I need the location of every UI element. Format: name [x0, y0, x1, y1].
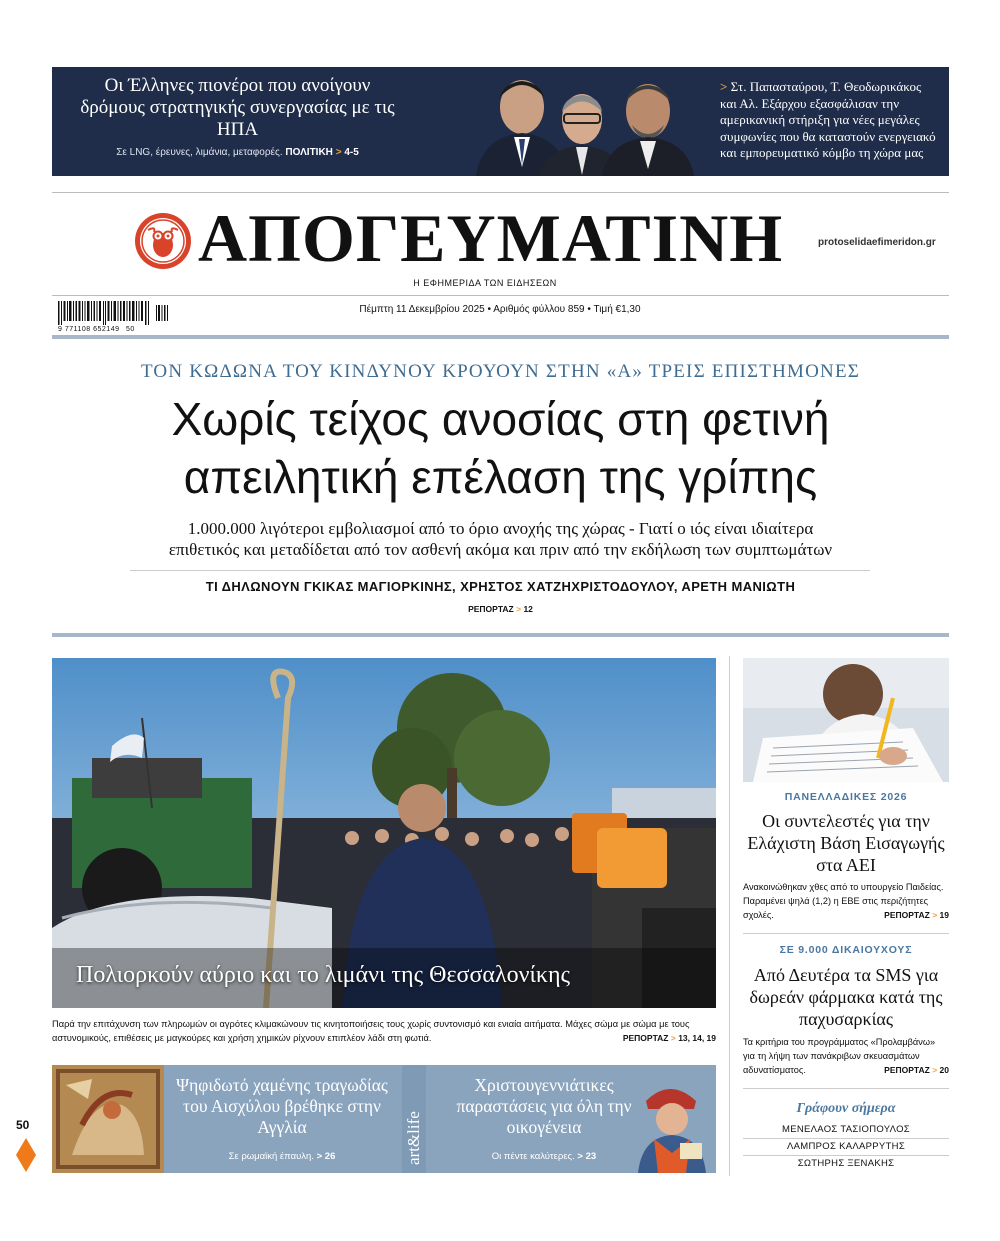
writer-name[interactable]: ΛΑΜΠΡΟΣ ΚΑΛΑΡΡΥΤΗΣ — [787, 1141, 905, 1152]
divider — [743, 933, 949, 934]
farmers-protest-photo[interactable] — [52, 658, 716, 1008]
arrow-icon: > — [316, 1151, 323, 1162]
writers-title: Γράφουν σήμερα — [796, 1101, 896, 1116]
arrow-icon: > — [516, 604, 522, 614]
watermark: protoselidaefimeridon.gr — [818, 237, 936, 248]
politicians-photo — [462, 67, 702, 176]
banner-section: ΠΟΛΙΤΙΚΗ — [285, 147, 333, 158]
newspaper-tagline: Η ΕΦΗΜΕΡΙΔΑ ΤΩΝ ΕΙΔΗΣΕΩΝ — [413, 278, 557, 288]
writer-name[interactable]: ΣΩΤΗΡΗΣ ΞΕΝΑΚΗΣ — [797, 1158, 895, 1169]
student-writing-image — [743, 658, 949, 782]
protest-image — [52, 658, 716, 1008]
lead-report-ref[interactable]: ΡΕΠΟΡΤΑΖ > 12 — [468, 604, 533, 614]
top-banner[interactable] — [52, 67, 949, 176]
banner-left — [70, 75, 405, 158]
divider — [743, 1155, 949, 1156]
arrow-icon: > — [670, 1033, 676, 1043]
lead-deck: 1.000.000 λιγότεροι εμβολιασμοί από το όριο ανοχής της χώρας - Γιατί ο ιός είναι ιδιαίτερα επιθετικός και μεταδίδεται από τον ασθενή ακόμα και πριν από την εκδήλωση των συμπτωμάτων — [168, 519, 833, 559]
sidebar-story1-headline[interactable]: Οι συντελεστές για την Ελάχιστη Βάση Εισαγωγής στα ΑΕΙ — [747, 811, 945, 875]
dateline: Πέμπτη 11 Δεκεμβρίου 2025 • Αριθμός φύλλου 859 • Τιμή €1,30 — [359, 304, 641, 315]
owl-logo-icon — [134, 212, 192, 270]
promo-left-sub: Σε ρωμαϊκή έπαυλη. > 26 — [228, 1151, 336, 1162]
barcode — [58, 301, 170, 325]
promo-right-headline[interactable]: Χριστουγεννιάτικες παραστάσεις για όλη την οικογένεια — [456, 1075, 632, 1137]
divider-thick — [52, 335, 949, 339]
art-and-life-label — [402, 1065, 426, 1173]
writer-name[interactable]: ΜΕΝΕΛΑΟΣ ΤΑΣΙΟΠΟΥΛΟΣ — [782, 1124, 910, 1135]
banner-right-text: > Στ. Παπασταύρου, Τ. Θεοδωρικάκος και Αλ. Εξάρχου εξασφάλισαν την αμερικανική στήριξη για νέες μεγάλες συμφωνίες που θα καταστούν ενεργειακό και εμπορευματικό κόμβο τη χώρα μας — [720, 79, 936, 160]
arrow-icon: > — [932, 910, 938, 920]
sidebar-story2-report-ref[interactable]: ΡΕΠΟΡΤΑΖ > 20 — [884, 1065, 949, 1075]
photo-caption: Πολιορκούν αύριο και το λιμάνι της Θεσσαλονίκης — [76, 962, 571, 988]
photo-report-ref[interactable]: ΡΕΠΟΡΤΑΖ > 13, 14, 19 — [622, 1033, 716, 1043]
performer-image — [624, 1073, 716, 1173]
sidebar-story1-body: Ανακοινώθηκαν χθες από το υπουργείο Παιδείας. Παραμένει ψηλά (1,2) η ΕΒΕ στις περιζήτητες σχολές. ΡΕΠΟΡΤΑΖ > 19 — [743, 882, 949, 920]
barcode-number: 9 771108 652149 50 — [58, 326, 135, 333]
divider — [52, 295, 949, 296]
lead-kicker: ΤΟΝ ΚΩΔΩΝΑ ΤΟΥ ΚΙΝΔΥΝΟΥ ΚΡΟΥΟΥΝ ΣΤΗΝ «Α» ΤΡΕΙΣ ΕΠΙΣΤΗΜΟΝΕΣ — [140, 361, 861, 382]
divider — [130, 570, 870, 571]
arrow-icon: > — [335, 147, 342, 158]
photo-story-text: Παρά την επιτάχυνση των πληρωμών οι αγρότες κλιμακώνουν τις κινητοποιήσεις τους χωρίς συντονισμό και ενιαία αιτήματα. Μάχες σώμα με σώμα με τους αστυνομικούς, επιθέσεις με μαγκούρες και χρήση χημικών ρίχνουν επιπλέον λάδι στη φωτιά. ΡΕΠΟΡΤΑΖ > 13, 14, 19 — [52, 1019, 716, 1043]
divider-thick — [52, 633, 949, 637]
promo-right-sub: Οι πέντε καλύτερες. > 23 — [491, 1151, 597, 1162]
banner-headline: Οι Έλληνες πιονέροι που ανοίγουν δρόμους στρατηγικής συνεργασίας με τις ΗΠΑ — [80, 75, 395, 140]
promo-left-headline[interactable]: Ψηφιδωτό χαμένης τραγωδίας του Αισχύλου βρέθηκε στην Αγγλία — [176, 1075, 388, 1137]
divider — [743, 1138, 949, 1139]
sidebar-story2-body: Τα κριτήρια του προγράμματος «Προλαμβάνω» για τη λήψη των πανάκριβων σκευασμάτων αδυνατίσματος. ΡΕΠΟΡΤΑΖ > 20 — [743, 1037, 949, 1075]
arrow-icon: > — [932, 1065, 938, 1075]
banner-pages: 4-5 — [344, 147, 359, 158]
column-divider — [729, 656, 730, 1176]
exam-photo[interactable] — [743, 658, 949, 782]
svg-text:art&life: art&life — [404, 1111, 423, 1165]
divider — [52, 192, 949, 193]
lead-headline[interactable]: Χωρίς τείχος ανοσίας στη φετινή απειλητική επέλαση της γρίπης — [171, 393, 830, 503]
sidebar-story1-kicker: ΠΑΝΕΛΛΑΔΙΚΕΣ 2026 — [784, 791, 908, 803]
sidebar-story1-report-ref[interactable]: ΡΕΠΟΡΤΑΖ > 19 — [884, 910, 949, 920]
promo-strip[interactable] — [52, 1065, 716, 1173]
lead-names: ΤΙ ΔΗΛΩΝΟΥΝ ΓΚΙΚΑΣ ΜΑΓΙΟΡΚΙΝΗΣ, ΧΡΗΣΤΟΣ ΧΑΤΖΗΧΡΙΣΤΟΔΟΥΛΟΥ, ΑΡΕΤΗ ΜΑΝΙΩΤΗ — [205, 579, 796, 594]
chevron-right-icon: > — [720, 79, 728, 94]
newspaper-title: ΑΠΟΓΕΥΜΑΤΙΝΗ — [198, 200, 784, 276]
sidebar-story2-kicker: ΣΕ 9.000 ΔΙΚΑΙΟΥΧΟΥΣ — [779, 944, 913, 956]
diamond-icon — [16, 1138, 36, 1172]
arrow-icon: > — [577, 1151, 583, 1162]
sidebar-story2-headline[interactable]: Από Δευτέρα τα SMS για δωρεάν φάρμακα κατά της παχυσαρκίας — [749, 965, 943, 1029]
divider — [743, 1088, 949, 1089]
page-number: 50 — [16, 1118, 30, 1132]
mosaic-image — [52, 1065, 164, 1173]
banner-subtext: Σε LNG, έρευνες, λιμάνια, μεταφορές. ΠΟΛΙΤΙΚΗ > 4-5 — [116, 147, 359, 158]
